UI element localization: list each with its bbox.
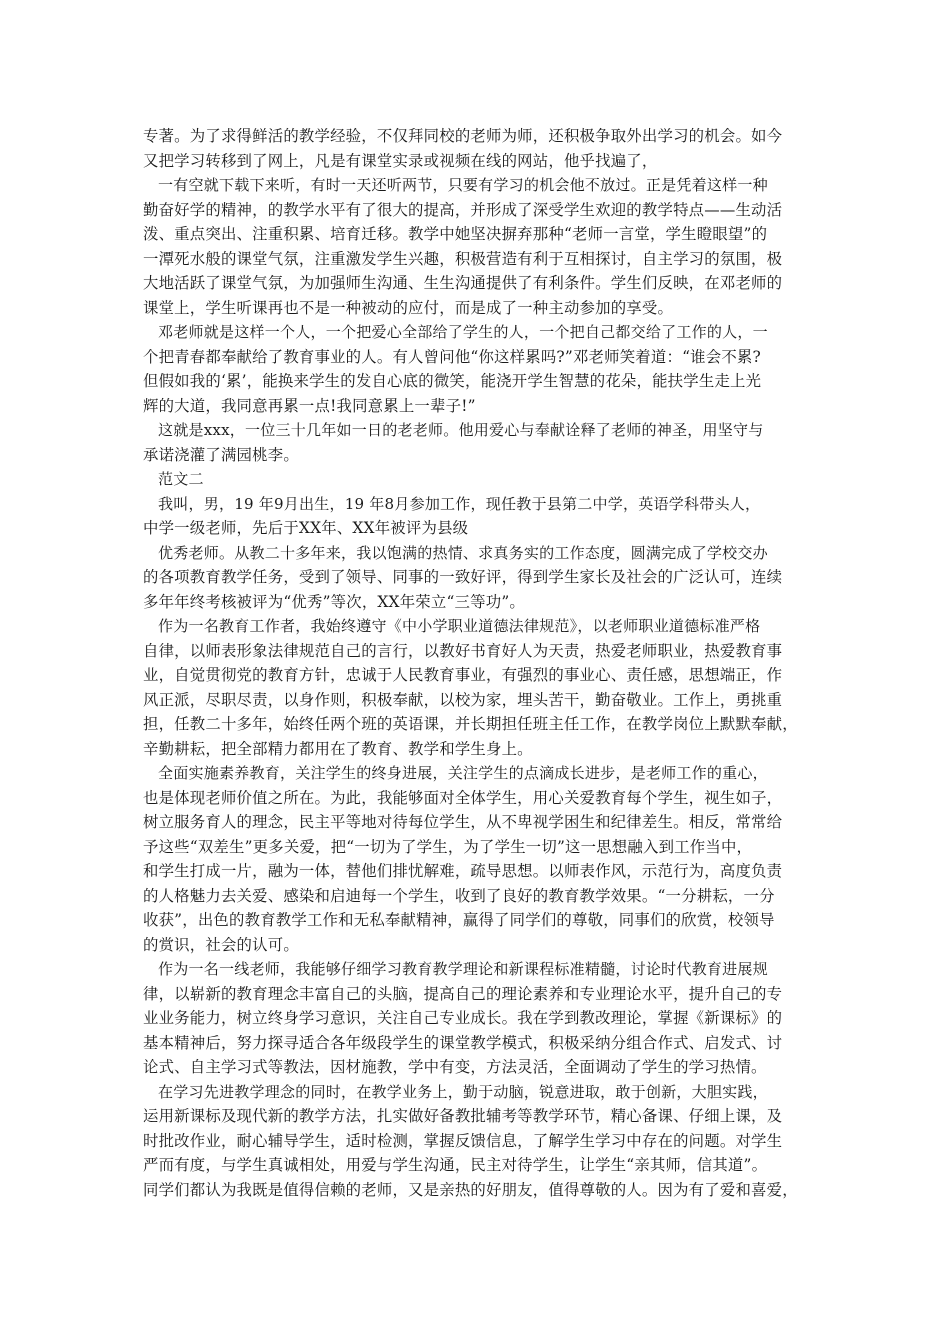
text-line: 多年年终考核被评为“优秀”等次，XX年荣立“三等功”。 [143,592,525,611]
text-line: 我叫，男，19 年9月出生，19 年8月参加工作，现任教于县第二中学，英语学科带头人， [158,494,761,513]
text-line: 承诺浇灌了满园桃李。 [143,445,299,464]
text-line: 辉的大道，我同意再累一点!我同意累上一辈子!” [143,396,476,415]
text-line: 作为一名一线老师，我能够仔细学习教育教学理论和新课程标准精髓，讨论时代教育进展规 [158,960,768,978]
text-line: 在学习先进教学理念的同时，在教学业务上，勤于动脑，锐意进取，敢于创新，大胆实践， [158,1082,768,1101]
document-body [143,124,815,1202]
text-line: 论式、自主学习式等教法，因材施教，学中有变，方法灵活，全面调动了学生的学习热情。 [143,1058,767,1076]
text-line: 业，自觉贯彻党的教育方针，忠诚于人民教育事业，有强烈的事业心、责任感，思想端正，作 [143,666,783,684]
text-line: 又把学习转移到了网上，凡是有课堂实录或视频在线的网站，他乎找遍了， [143,151,658,170]
text-line: 一有空就下载下来听，有时一天还听两节，只要有学习的机会他不放过。正是凭着这样一种 [158,176,768,194]
text-line: 泼、重点突出、注重积累、培育迁移。教学中她坚决摒弃那种“老师一言堂，学生瞪眼望”的 [143,225,768,243]
text-line: 和学生打成一片，融为一体，替他们排忧解难，疏导思想。以师表作风，示范行为，高度负责 [143,862,783,880]
text-line: 也是体现老师价值之所在。为此，我能够面对全体学生，用心关爱教育每个学生，视生如子， [143,788,783,807]
text-line: 一潭死水般的课堂气氛，注重激发学生兴趣，积极营造有利于互相探讨，自主学习的氛围，极 [143,249,783,268]
text-line: 大地活跃了课堂气氛，为加强师生沟通、生生沟通提供了有利条件。学生们反映，在邓老师的 [143,274,783,292]
text-line: 辛勤耕耘，把全部精力都用在了教育、教学和学生身上。 [143,739,533,758]
text-line: 但假如我的‘累’，能换来学生的发自心底的微笑，能浇开学生智慧的花朵，能扶学生走上光 [143,372,762,390]
text-line: 运用新课标及现代新的教学方法，扎实做好备教批辅考等教学环节，精心备课、仔细上课，及 [143,1107,783,1125]
text-line: 邓老师就是这样一个人，一个把爱心全部给了学生的人，一个把自己都交给了工作的人，一 [158,323,768,341]
text-line: 业业务能力，树立终身学习意识，关注自己专业成长。我在学到教改理论，掌握《新课标》的 [143,1009,783,1027]
text-line: 范文二 [158,470,204,488]
text-line: 这就是xxx，一位三十几年如一日的老老师。他用爱心与奉献诠释了老师的神圣，用坚守与 [158,421,764,439]
text-line: 担，任教二十多年，始终任两个班的英语课，并长期担任班主任工作，在教学岗位上默默奉献， [143,715,798,733]
text-line: 同学们都认为我既是值得信赖的老师，又是亲热的好朋友，值得尊敬的人。因为有了爱和喜爱， [143,1180,798,1199]
text-line: 时批改作业，耐心辅导学生，适时检测，掌握反馈信息，了解学生学习中存在的问题。对学生 [143,1131,783,1150]
text-line: 勤奋好学的精神，的教学水平有了很大的提高，并形成了深受学生欢迎的教学特点——生动活 [143,200,783,219]
text-line: 的各项教育教学任务，受到了领导、同事的一致好评，得到学生家长及社会的广泛认可，连续 [143,568,783,586]
text-line: 自律，以师表形象法律规范自己的言行，以教好书育好人为天责，热爱老师职业，热爱教育事 [143,641,783,660]
text-line: 的人格魅力去关爱、感染和启迪每一个学生，收到了良好的教育教学效果。“一分耕耘，一分 [143,886,775,905]
text-line: 树立服务育人的理念，民主平等地对待每位学生，从不卑视学困生和纪律差生。相反，常常给 [143,813,783,831]
text-line: 中学一级老师，先后于XX年、XX年被评为县级 [143,519,469,537]
text-line: 课堂上，学生听课再也不是一种被动的应付，而是成了一种主动参加的享受。 [143,298,674,317]
text-line: 严而有度，与学生真诚相处，用爱与学生沟通，民主对待学生，让学生“亲其师，信其道”。 [143,1156,768,1174]
text-line: 基本精神后，努力探寻适合各年级段学生的课堂教学模式，积极采纳分组合作式、启发式、讨 [143,1033,783,1052]
text-line: 收获”，出色的教育教学工作和无私奉献精神，赢得了同学们的尊敬，同事们的欣赏，校领导 [143,911,775,929]
text-line: 优秀老师。从教二十多年来，我以饱满的热情、求真务实的工作态度，圆满完成了学校交办 [158,543,768,562]
text-line: 风正派，尽职尽责，以身作则，积极奉献，以校为家，埋头苦干，勤奋敬业。工作上，勇挑重 [143,690,783,709]
text-line: 全面实施素养教育，关注学生的终身进展，关注学生的点滴成长进步，是老师工作的重心， [158,764,768,782]
text-line: 专著。为了求得鲜活的教学经验，不仅拜同校的老师为师，还积极争取外出学习的机会。如今 [143,127,783,145]
text-line: 作为一名教育工作者，我始终遵守《中小学职业道德法律规范》，以老师职业道德标准严格 [158,617,761,635]
text-line: 予这些“双差生”更多关爱，把“一切为了学生，为了学生一切”这一思想融入到工作当中， [143,837,753,856]
text-line: 的赏识，社会的认可。 [143,935,299,954]
text-line: 个把青春都奉献给了教育事业的人。有人曾问他“你这样累吗?”邓老师笑着道：“谁会不累? [143,347,761,366]
text-line: 律，以崭新的教育理念丰富自己的头脑，提高自己的理论素养和专业理论水平，提升自己的专 [143,984,783,1003]
